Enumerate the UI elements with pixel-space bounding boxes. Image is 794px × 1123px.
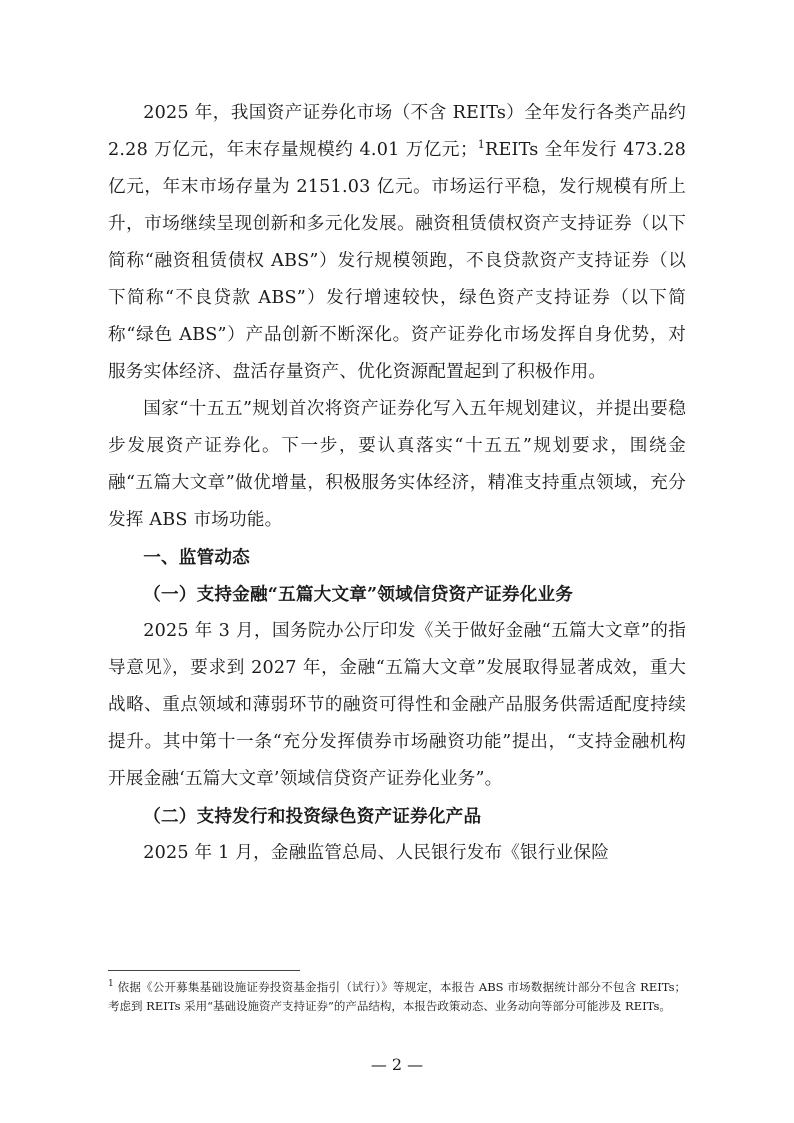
paragraph-text-part-2: REITs 全年发行 473.28 亿元，年末市场存量为 2151.03 亿元。市场运行平稳，发行规模有所上升，市场继续呈现创新和多元化发展。融资租赁债权资产支持证券（以下简称“融资租赁债权 ABS”）发行规模领跑，不良贷款资产支持证券（以下简称“不良贷款 ABS”）发行增速较快，绿色资产支持证券（以下简称“绿色 ABS”）产品创新不断深化。资产证券化市场发挥自身优势，对服务实体经济、盘活存量资产、优化资源配置起到了积极作用。 <box>108 140 687 382</box>
heading-section-one: 一、监管动态 <box>143 547 250 568</box>
footnote-area <box>108 970 686 1016</box>
page-number: — 2 — <box>370 1055 424 1074</box>
paragraph-march-policy: 2025 年 3 月，国务院办公厅印发《关于做好金融“五篇大文章”的指导意见》，要求到 2027 年，金融“五篇大文章”发展取得显著成效，重大战略、重点领域和薄弱环节的融资可得性和金融产品服务供需适配度持续提升。其中第十一条“充分发挥债券市场融资功能”提出，“支持金融机构开展金融‘五篇大文章’领域信贷资产证券化业务”。 <box>108 621 686 789</box>
heading-subsection-two: （二）支持发行和投资绿色资产证券化产品 <box>143 806 482 827</box>
footnote-marker: 1 <box>108 979 114 990</box>
footnote-entry <box>108 978 686 1016</box>
footnote-separator-rule <box>108 970 300 971</box>
heading-subsection-one: （一）支持金融“五篇大文章”领域信贷资产证券化业务 <box>143 584 574 605</box>
footnote-body-text: 依据《公开募集基础设施证券投资基金指引（试行）》等规定，本报告 ABS 市场数据统计部分不包含 REITs；考虑到 REITs 采用“基础设施资产支持证券”的产品结构，本报告政策动态、业务动向等部分可能涉及 REITs。 <box>108 980 686 1013</box>
footnote-reference-marker[interactable]: 1 <box>477 138 485 152</box>
paragraph-market-overview <box>108 95 686 391</box>
paragraph-text-part-1: 2025 年，我国资产证券化市场（不含 REITs）全年发行各类产品约 2.28 万亿元，年末存量规模约 4.01 万亿元； <box>108 103 686 160</box>
document-body <box>108 95 686 872</box>
paragraph-national-plan: 国家“十五五”规划首次将资产证券化写入五年规划建议，并提出要稳步发展资产证券化。下一步，要认真落实“十五五”规划要求，围绕金融“五篇大文章”做优增量，积极服务实体经济，精准支持重点领域，充分发挥 ABS 市场功能。 <box>108 399 686 530</box>
paragraph-january-policy: 2025 年 1 月，金融监管总局、人民银行发布《银行业保险 <box>143 843 609 863</box>
